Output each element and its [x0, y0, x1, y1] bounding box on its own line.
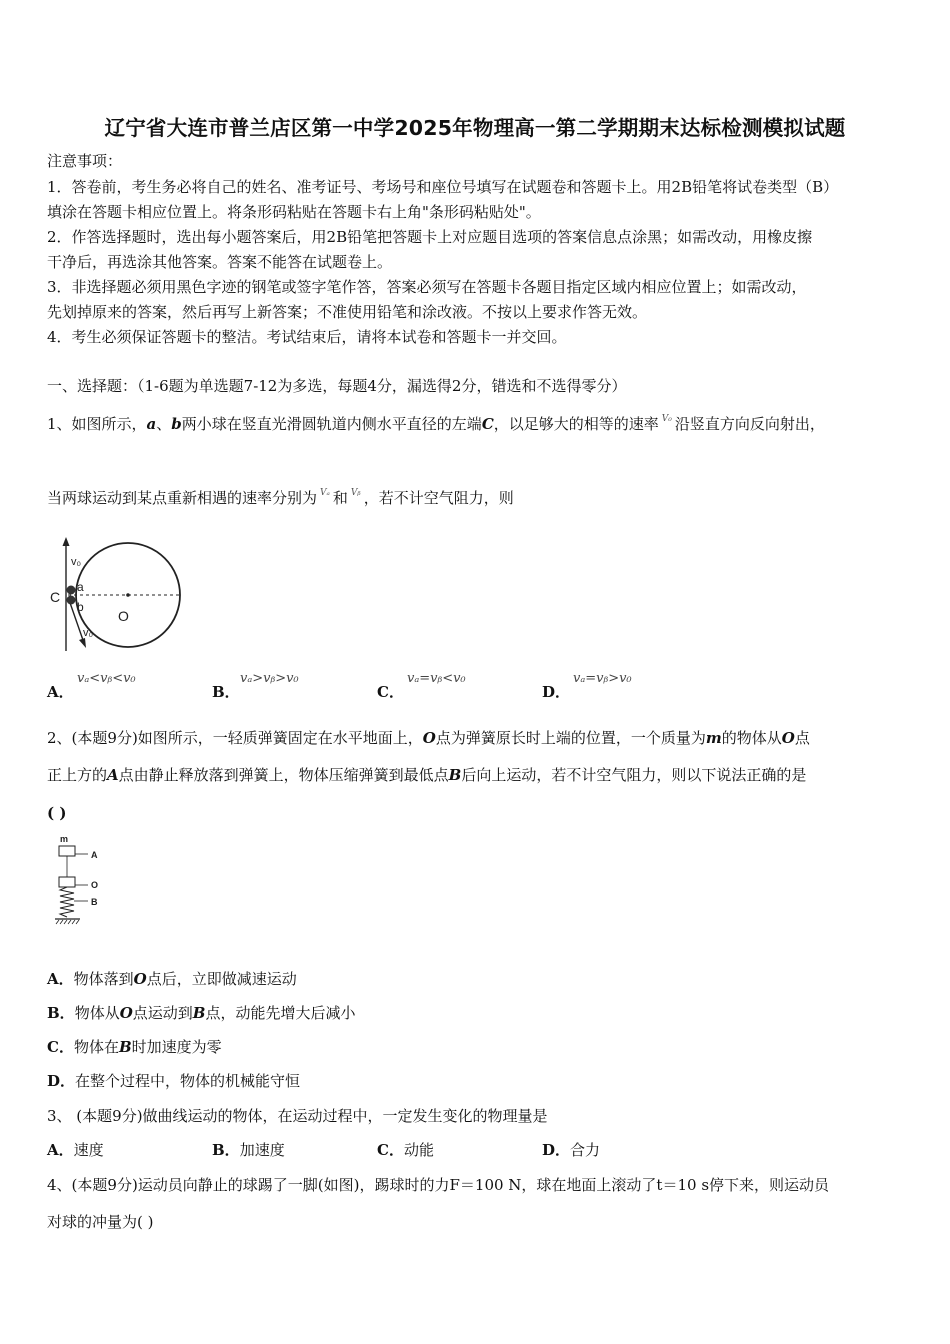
q1-option-a[interactable]	[47, 681, 74, 702]
q2-text: 点为弹簧原长时上端的位置，一个质量为	[435, 729, 706, 747]
option-var: O	[133, 970, 147, 988]
q2-answer-blank: ( )	[47, 804, 67, 822]
label-a: A	[91, 850, 98, 860]
option-label: D．	[542, 683, 571, 701]
notice-line: 干净后，再选涂其他答案。答案不能答在试题卷上。	[47, 253, 393, 271]
q3-stem: 3、 (本题9分)做曲线运动的物体，在运动过程中，一定发生变化的物理量是	[47, 1107, 548, 1125]
q1-sym-vb: Vᵦ	[350, 488, 361, 498]
q2-var-o: O	[422, 729, 436, 747]
q1-var-c: C	[481, 415, 494, 433]
q1-stem-line1	[47, 413, 825, 438]
q1-option-b-expr: vₐ>vᵦ>v₀	[240, 671, 299, 686]
option-label: B．	[212, 1141, 240, 1159]
q1-circle-diagram	[44, 535, 190, 655]
label-v0-top: v₀	[71, 556, 82, 568]
q3-option-b[interactable]	[212, 1139, 285, 1161]
label-o: O	[91, 880, 99, 890]
q2-var-m: m	[705, 729, 722, 747]
option-label: C．	[377, 683, 404, 701]
notice-line: 填涂在答题卡相应位置上。将条形码粘贴在答题卡右上角"条形码粘贴处"。	[47, 203, 541, 221]
q1-text: ，以足够大的相等的速率	[493, 415, 659, 433]
option-text: 在整个过程中，物体的机械能守恒	[75, 1072, 301, 1090]
q1-text: 1、如图所示，	[47, 415, 147, 433]
notice-line: 4．考生必须保证答题卡的整洁。考试结束后，请将本试卷和答题卡一并交回。	[47, 328, 567, 346]
q2-var-a: A	[107, 766, 119, 784]
ground-hatch	[56, 920, 79, 924]
q2-text: 正上方的	[47, 766, 108, 784]
q4-stem-line1: 4、(本题9分)运动员向静止的球踢了一脚(如图)，踢球时的力F＝100 N，球在地面上滚动了t＝10 s停下来，则运动员	[47, 1176, 830, 1194]
section-heading: 一、选择题：（1-6题为单选题7-12为多选，每题4分，漏选得2分，错选和不选得零分）	[47, 377, 627, 395]
q2-stem-line1	[47, 727, 810, 749]
option-text: 合力	[570, 1141, 601, 1159]
notice-heading: 注意事项：	[47, 152, 123, 170]
option-label: D．	[542, 1141, 571, 1159]
q2-text: 后向上运动，若不计空气阻力，则以下说法正确的是	[461, 766, 807, 784]
q1-option-c-expr: vₐ=vᵦ<v₀	[407, 671, 466, 686]
q2-text: 的物体从	[721, 729, 782, 747]
option-text: 点后，立即做减速运动	[146, 970, 297, 988]
label-c: C	[50, 589, 61, 605]
label-v0-bottom: v₀	[83, 627, 94, 639]
q2-var-o: O	[781, 729, 795, 747]
option-text: 加速度	[239, 1141, 285, 1159]
q2-stem-line2	[47, 764, 806, 786]
option-text: 速度	[73, 1141, 104, 1159]
notice-line: 3．非选择题必须用黑色字迹的钢笔或签字笔作答，答案必须写在答题卡各题目指定区域内相应位置上；如需改动，	[47, 278, 807, 296]
label-b: b	[77, 600, 84, 614]
q2-spring-diagram	[50, 832, 110, 928]
label-a: a	[77, 580, 84, 594]
q1-text: 当两球运动到某点重新相遇的速率分别为	[47, 489, 318, 507]
option-var: B	[118, 1038, 132, 1056]
arrow-up-icon	[63, 537, 70, 546]
page-title: 辽宁省大连市普兰店区第一中学2025年物理高一第二学期期末达标检测模拟试题	[104, 116, 846, 140]
option-label: A．	[47, 1141, 74, 1159]
arrow-down-icon	[79, 638, 86, 648]
option-text: 时加速度为零	[131, 1038, 222, 1056]
q1-option-d-expr: vₐ=vᵦ>v₀	[573, 671, 632, 686]
option-label: D．	[47, 1072, 76, 1090]
q1-option-c[interactable]	[377, 681, 404, 702]
q3-option-c[interactable]	[377, 1139, 434, 1161]
q2-option-a[interactable]	[47, 968, 297, 990]
option-text: 物体落到	[73, 970, 134, 988]
q1-text: 两小球在竖直光滑圆轨道内侧水平直径的左端	[181, 415, 482, 433]
q1-option-d[interactable]	[542, 681, 570, 702]
spring-coil	[60, 887, 74, 917]
mass-block-top	[59, 846, 75, 856]
q2-option-b[interactable]	[47, 1002, 356, 1024]
option-var: O	[119, 1004, 133, 1022]
q1-stem-line2	[47, 487, 514, 512]
option-label: B．	[212, 683, 240, 701]
q1-sep: 、	[156, 415, 172, 433]
option-label: A．	[47, 683, 74, 701]
label-o: O	[118, 608, 129, 624]
q1-text: 和	[332, 489, 348, 507]
option-text: 物体从	[74, 1004, 120, 1022]
mass-block-bottom	[59, 877, 75, 887]
option-text: 动能	[403, 1141, 434, 1159]
option-label: A．	[47, 970, 74, 988]
ball-a	[67, 586, 76, 595]
label-b: B	[91, 897, 98, 907]
q2-text: 2、(本题9分)如图所示，一轻质弹簧固定在水平地面上，	[47, 729, 423, 747]
q1-text: ，若不计空气阻力，则	[363, 489, 514, 507]
notice-line: 2．作答选择题时，选出每小题答案后，用2B铅笔把答题卡上对应题目选项的答案信息点涂黑；如需改动，用橡皮擦	[47, 228, 813, 246]
option-label: B．	[47, 1004, 75, 1022]
q1-text: 沿竖直方向反向射出，	[674, 415, 825, 433]
q2-text: 点由静止释放落到弹簧上，物体压缩弹簧到最低点	[118, 766, 449, 784]
option-text: 点，动能先增大后减小	[205, 1004, 356, 1022]
notice-line: 1．答卷前，考生务必将自己的姓名、准考证号、考场号和座位号填写在试题卷和答题卡上。用2B铅笔将试卷类型（B）	[47, 178, 839, 196]
option-text: 物体在	[73, 1038, 119, 1056]
q1-var-b: b	[171, 415, 182, 433]
q3-option-a[interactable]	[47, 1139, 104, 1161]
option-label: C．	[377, 1141, 404, 1159]
q1-var-a: a	[146, 415, 157, 433]
q1-option-b[interactable]	[212, 681, 240, 702]
q1-option-a-expr: vₐ<vᵦ<v₀	[77, 671, 136, 686]
q2-text: 点	[794, 729, 810, 747]
label-m: m	[60, 834, 69, 844]
q1-sym-va: Vₐ	[320, 488, 330, 498]
option-label: C．	[47, 1038, 74, 1056]
q2-option-c[interactable]	[47, 1036, 222, 1058]
q2-var-b: B	[448, 766, 462, 784]
q2-option-d[interactable]	[47, 1070, 300, 1092]
q3-option-d[interactable]	[542, 1139, 600, 1161]
q1-sym-v0: V₀	[661, 414, 672, 424]
option-var: B	[192, 1004, 206, 1022]
q4-stem-line2: 对球的冲量为( )	[47, 1213, 154, 1231]
option-text: 点运动到	[132, 1004, 193, 1022]
notice-line: 先划掉原来的答案，然后再写上新答案；不准使用铅笔和涂改液。不按以上要求作答无效。	[47, 303, 648, 321]
center-point	[126, 593, 130, 597]
ball-b	[67, 596, 76, 605]
